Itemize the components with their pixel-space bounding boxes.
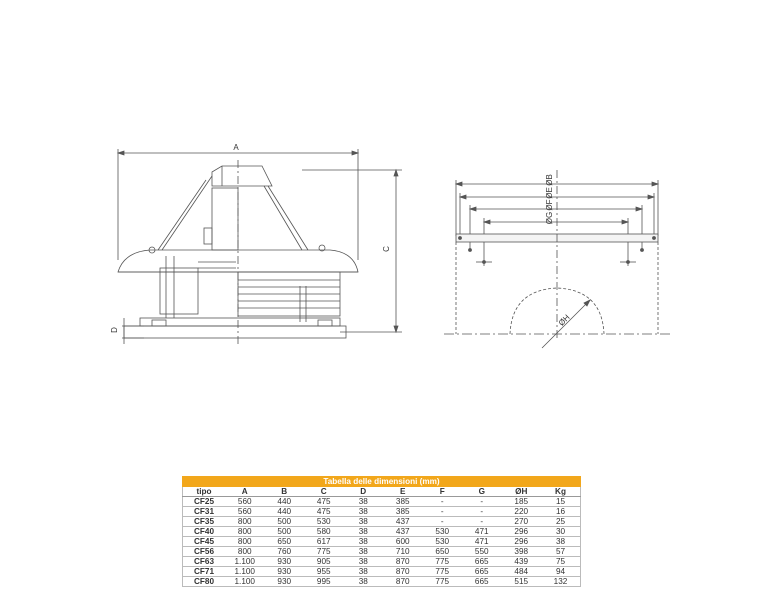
cell: 185 (502, 497, 542, 507)
cell: 270 (502, 517, 542, 527)
label-d: D (110, 327, 119, 333)
cell: 385 (383, 507, 423, 517)
cell: 665 (462, 567, 502, 577)
col-header-f: F (423, 487, 463, 497)
col-header-g: G (462, 487, 502, 497)
label-b: ØB (545, 174, 554, 186)
cell: 530 (423, 537, 463, 547)
cell: 439 (502, 557, 542, 567)
cell: 296 (502, 537, 542, 547)
col-header-a: A (225, 487, 265, 497)
cell-tipo: CF25 (183, 497, 226, 507)
cell: 995 (304, 577, 344, 587)
label-g: ØG (545, 211, 554, 225)
cell: 437 (383, 527, 423, 537)
table-row (183, 517, 581, 527)
cell: 220 (502, 507, 542, 517)
table-row (183, 547, 581, 557)
cell: 775 (423, 577, 463, 587)
cell: 1.100 (225, 557, 265, 567)
cell: 475 (304, 507, 344, 517)
cell-tipo: CF35 (183, 517, 226, 527)
cell: 38 (344, 517, 384, 527)
cell: 38 (344, 537, 384, 547)
table-header-row (183, 487, 581, 497)
cell: 1.100 (225, 577, 265, 587)
cell: - (423, 517, 463, 527)
cell: 870 (383, 557, 423, 567)
cell: 38 (344, 567, 384, 577)
cell: 57 (541, 547, 581, 557)
cell: 710 (383, 547, 423, 557)
cell: 25 (541, 517, 581, 527)
cell: 617 (304, 537, 344, 547)
cell: 437 (383, 517, 423, 527)
table-row (183, 507, 581, 517)
cell: 16 (541, 507, 581, 517)
cell: 800 (225, 537, 265, 547)
cell: - (423, 497, 463, 507)
table-title: Tabella delle dimensioni (mm) (182, 476, 581, 487)
cell: 38 (344, 547, 384, 557)
cell: 550 (462, 547, 502, 557)
label-c: C (382, 246, 391, 252)
cell: 38 (344, 527, 384, 537)
label-f: ØF (545, 199, 554, 211)
cell: 800 (225, 527, 265, 537)
col-header-d: D (344, 487, 384, 497)
cell: 650 (265, 537, 305, 547)
cell: 800 (225, 547, 265, 557)
cell: 500 (265, 517, 305, 527)
table-row (183, 497, 581, 507)
cell: 560 (225, 497, 265, 507)
cell: 515 (502, 577, 542, 587)
cell: 955 (304, 567, 344, 577)
cell: 560 (225, 507, 265, 517)
cell-tipo: CF71 (183, 567, 226, 577)
cell: - (462, 517, 502, 527)
col-header-tipo: tipo (183, 487, 226, 497)
table-row (183, 527, 581, 537)
cell: 38 (344, 507, 384, 517)
cell: 15 (541, 497, 581, 507)
cell: 905 (304, 557, 344, 567)
cell: 760 (265, 547, 305, 557)
cell: 930 (265, 577, 305, 587)
cell: 870 (383, 567, 423, 577)
cell: 665 (462, 557, 502, 567)
table-row (183, 577, 581, 587)
cell: 38 (541, 537, 581, 547)
cell: 94 (541, 567, 581, 577)
cell: 665 (462, 577, 502, 587)
table-row (183, 567, 581, 577)
cell: 38 (344, 577, 384, 587)
dimensions-table (182, 476, 581, 587)
label-h: ØH (556, 312, 572, 328)
col-header-b: B (265, 487, 305, 497)
cell: 530 (423, 527, 463, 537)
cell: 385 (383, 497, 423, 507)
cell: 296 (502, 527, 542, 537)
label-a: A (233, 143, 239, 152)
cell: 775 (423, 567, 463, 577)
dimensions-table-wrap (182, 476, 581, 587)
cell-tipo: CF63 (183, 557, 226, 567)
cell: 930 (265, 557, 305, 567)
cell: 471 (462, 537, 502, 547)
cell: 1.100 (225, 567, 265, 577)
cell: - (462, 507, 502, 517)
cell: 600 (383, 537, 423, 547)
cell: 38 (344, 557, 384, 567)
side-view (118, 149, 402, 345)
cell: 440 (265, 507, 305, 517)
col-header-e: E (383, 487, 423, 497)
col-header-h: ØH (502, 487, 542, 497)
cell: 800 (225, 517, 265, 527)
cell: 930 (265, 567, 305, 577)
cell: 30 (541, 527, 581, 537)
cell: 398 (502, 547, 542, 557)
cell-tipo: CF45 (183, 537, 226, 547)
cell-tipo: CF56 (183, 547, 226, 557)
cell: 775 (423, 557, 463, 567)
cell: 471 (462, 527, 502, 537)
cell-tipo: CF31 (183, 507, 226, 517)
col-header-c: C (304, 487, 344, 497)
cell-tipo: CF40 (183, 527, 226, 537)
cell: 650 (423, 547, 463, 557)
cell: 870 (383, 577, 423, 587)
cell-tipo: CF80 (183, 577, 226, 587)
table-row (183, 537, 581, 547)
cell: - (462, 497, 502, 507)
label-e: ØE (545, 187, 554, 199)
cell: 475 (304, 497, 344, 507)
cell: 75 (541, 557, 581, 567)
cell: 484 (502, 567, 542, 577)
cell: 38 (344, 497, 384, 507)
cell: 580 (304, 527, 344, 537)
cell: 440 (265, 497, 305, 507)
cell: 500 (265, 527, 305, 537)
cell: 132 (541, 577, 581, 587)
table-row (183, 557, 581, 567)
table-body (183, 497, 581, 587)
cell: - (423, 507, 463, 517)
cell: 775 (304, 547, 344, 557)
cell: 530 (304, 517, 344, 527)
col-header-kg: Kg (541, 487, 581, 497)
